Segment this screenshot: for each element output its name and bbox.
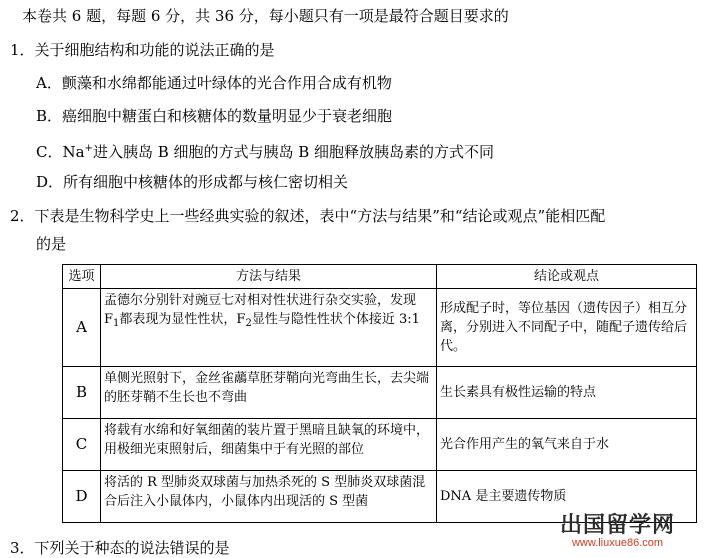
header-conclusion: 结论或观点 bbox=[437, 265, 697, 289]
watermark-title: 出国留学网 bbox=[560, 513, 676, 538]
table-row bbox=[63, 419, 697, 471]
row-conclusion: 光合作用产生的氧气来自于水 bbox=[437, 419, 697, 471]
option-c-text: 进入胰岛 B 细胞的方式与胰岛 B 细胞释放胰岛素的方式不同 bbox=[92, 143, 495, 161]
question-1-option-a: A．颤藻和水绵都能通过叶绿体的光合作用合成有机物 bbox=[36, 74, 392, 92]
f1-subscript: 1 bbox=[113, 318, 120, 329]
table-header-row bbox=[63, 265, 697, 289]
row-key: D bbox=[63, 471, 101, 523]
row-conclusion: 生长素具有极性运输的特点 bbox=[437, 367, 697, 419]
row-key: C bbox=[63, 419, 101, 471]
sodium-charge: + bbox=[84, 143, 93, 154]
f2-subscript: 2 bbox=[245, 318, 252, 329]
question-3-partial: 3．下列关于种态的说法错误的是 bbox=[10, 539, 230, 557]
header-method: 方法与结果 bbox=[101, 265, 437, 289]
site-watermark bbox=[560, 508, 675, 549]
question-1-option-c bbox=[36, 139, 494, 162]
question-2-stem-line2: 的是 bbox=[36, 235, 67, 253]
intro-line: 本卷共 6 题，每题 6 分，共 36 分，每小题只有一项是最符合题目要求的 bbox=[22, 7, 509, 25]
method-text-2: 都表现为显性性状，F bbox=[119, 312, 246, 327]
row-key: A bbox=[63, 289, 101, 367]
method-text-3: 显性与隐性性状个体接近 3:1 bbox=[251, 312, 420, 327]
watermark-url: www.liuxue86.com bbox=[571, 537, 664, 549]
question-1-option-d: D．所有细胞中核糖体的形成都与核仁密切相关 bbox=[36, 173, 349, 191]
question-2-stem-line1: 2．下表是生物科学史上一些经典实验的叙述，表中“方法与结果”和“结论或观点”能相匹配 bbox=[10, 207, 606, 225]
table-row bbox=[63, 367, 697, 419]
row-method: 将活的 R 型肺炎双球菌与加热杀死的 S 型肺炎双球菌混合后注入小鼠体内，小鼠体内出现活的 S 型菌 bbox=[101, 471, 437, 523]
row-conclusion: DNA 是主要遗传物质 bbox=[437, 471, 697, 523]
table-row bbox=[63, 289, 697, 367]
question-1-stem: 1．关于细胞结构和功能的说法正确的是 bbox=[10, 41, 275, 59]
row-method bbox=[101, 289, 437, 367]
experiment-table bbox=[62, 264, 697, 523]
row-key: B bbox=[63, 367, 101, 419]
method-text-1: 孟德尔分别针对豌豆七对相对性状进行杂交实验，发现 F bbox=[104, 293, 417, 327]
question-1-option-b: B．癌细胞中糖蛋白和核糖体的数量明显少于衰老细胞 bbox=[36, 107, 393, 125]
header-option: 选项 bbox=[63, 265, 101, 289]
option-c-prefix: C．Na bbox=[36, 143, 85, 161]
row-method: 将载有水绵和好氧细菌的装片置于黑暗且缺氧的环境中，用极细光束照射后，细菌集中于有光照的部位 bbox=[101, 419, 437, 471]
row-method: 单侧光照射下，金丝雀虉草胚芽鞘向光弯曲生长，去尖端的胚芽鞘不生长也不弯曲 bbox=[101, 367, 437, 419]
row-conclusion: 形成配子时，等位基因（遗传因子）相互分离，分别进入不同配子中，随配子遗传给后代。 bbox=[437, 289, 697, 367]
